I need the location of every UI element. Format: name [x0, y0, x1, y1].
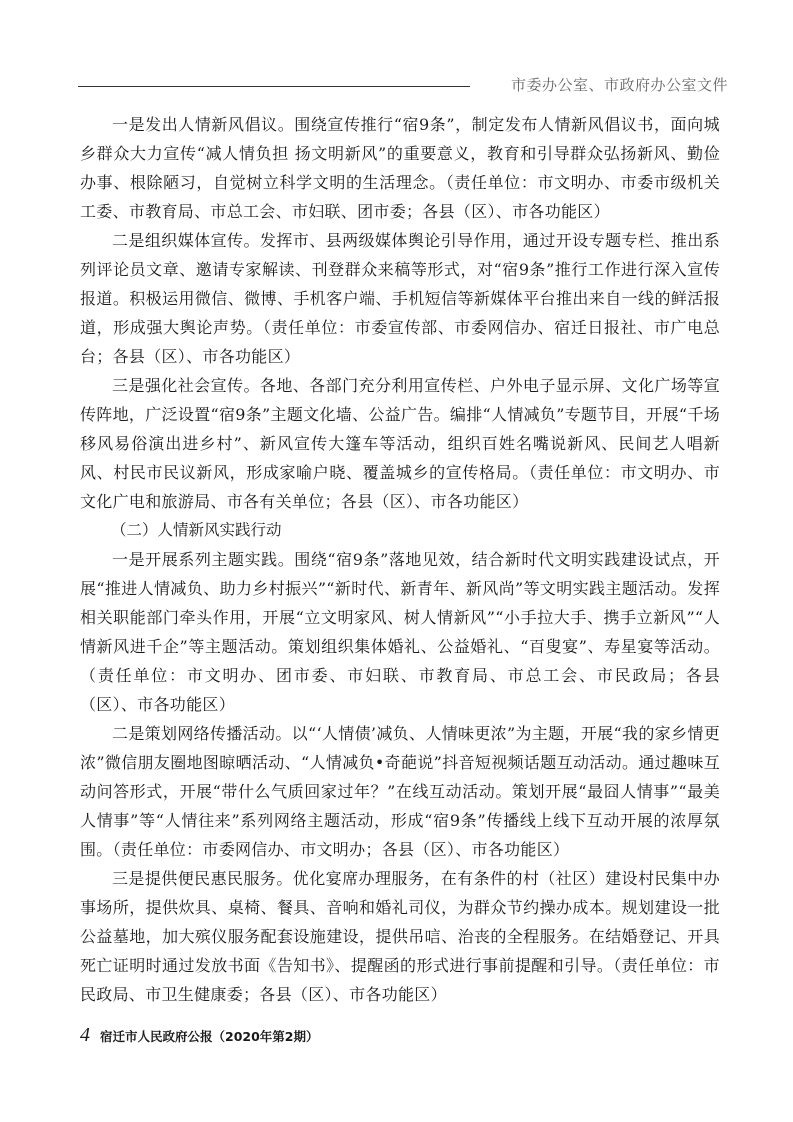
paragraph-6: 三是提供便民惠民服务。优化宴席办理服务，在有条件的村（社区）建设村民集中办事场所，提供炊具、桌椅、餐具、音响和婚礼司仪，为群众节约操办成本。规划建设一批公益墓地，加大殡仪服务配套设施建设，提供吊唁、治丧的全程服务。在结婚登记、开具死亡证明时通过发放书面《告知书》、提醒函的形式进行事前提醒和引导。（责任单位：市民政局、市卫生健康委；各县（区）、市各功能区）	[80, 869, 720, 1004]
paragraph-5: 二是策划网络传播活动。以“‘人情债’减负、人情味更浓”为主题，开展“我的家乡情更浓”微信朋友圈地图晾晒活动、“人情减负•奇葩说”抖音短视频话题互动活动。通过趣味互动问答形式，开展“带什么气质回家过年？”在线互动活动。策划开展“最囧人情事”“最美人情事”等“人情往来”系列网络主题活动，形成“宿9条”传播线上线下互动开展的浓厚氛围。（责任单位：市委网信办、市文明办；各县（区）、市各功能区）	[80, 724, 720, 859]
header-rule	[78, 86, 470, 87]
paragraph-4: 一是开展系列主题实践。围绕“宿9条”落地见效，结合新时代文明实践建设试点，开展“推进人情减负、助力乡村振兴”“新时代、新青年、新风尚”等文明实践主题活动。发挥相关职能部门牵头作用，开展“立文明家风、树人情新风”“小手拉大手、携手立新风”“人情新风进千企”等主题活动。策划组织集体婚礼、公益婚礼、“百叟宴”、寿星宴等活动。（责任单位：市文明办、团市委、市妇联、市教育局、市总工会、市民政局；各县（区）、市各功能区）	[80, 550, 720, 714]
section-subheading: （二）人情新风实践行动	[111, 521, 282, 539]
paragraph-1: 一是发出人情新风倡议。围绕宣传推行“宿9条”，制定发布人情新风倡议书，面向城乡群众大力宣传“减人情负担 扬文明新风”的重要意义，教育和引导群众弘扬新风、勤俭办事、根除陋习，自觉树立科学文明的生活理念。（责任单位：市文明办、市委市级机关工委、市教育局、市总工会、市妇联、团市委；各县（区）、市各功能区）	[80, 115, 720, 221]
journal-title: 宿迁市人民政府公报（2020年第2期）	[100, 1029, 319, 1044]
header-title: 市委办公室、市政府办公室文件	[510, 76, 728, 94]
page-footer	[80, 1024, 319, 1047]
paragraph-3: 三是强化社会宣传。各地、各部门充分利用宣传栏、户外电子显示屏、文化广场等宣传阵地，广泛设置“宿9条”主题文化墙、公益广告。编排“人情减负”专题节目，开展“千场移风易俗演出进乡村”、新风宣传大篷车等活动，组织百姓名嘴说新风、民间艺人唱新风、村民市民议新风，形成家喻户晓、覆盖城乡的宣传格局。（责任单位：市文明办、市文化广电和旅游局、市各有关单位；各县（区）、市各功能区）	[80, 376, 720, 511]
paragraph-2: 二是组织媒体宣传。发挥市、县两级媒体舆论引导作用，通过开设专题专栏、推出系列评论员文章、邀请专家解读、刊登群众来稿等形式，对“宿9条”推行工作进行深入宣传报道。积极运用微信、微博、手机客户端、手机短信等新媒体平台推出来自一线的鲜活报道，形成强大舆论声势。（责任单位：市委宣传部、市委网信办、宿迁日报社、市广电总台；各县（区）、市各功能区）	[80, 231, 720, 366]
document-body	[80, 110, 720, 1009]
page-number: 4	[80, 1024, 90, 1046]
